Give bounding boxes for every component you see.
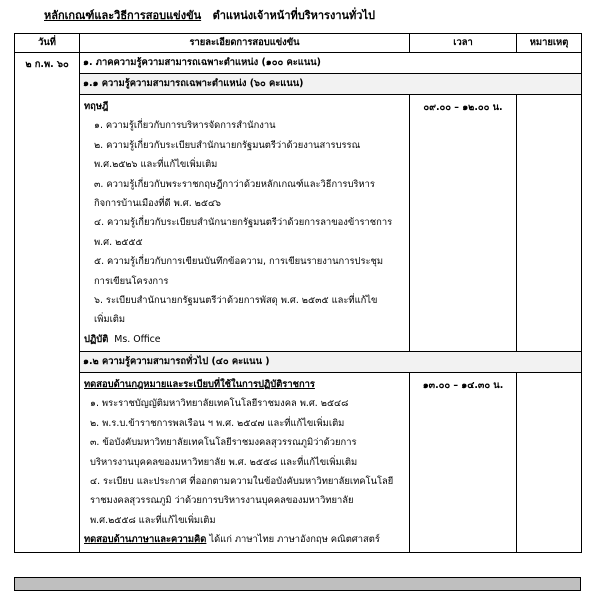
header-details: รายละเอียดการสอบแข่งขัน [80, 34, 410, 53]
theory-line: ๒. ความรู้เกี่ยวกับระเบียบสำนักนายกรัฐมนตรีว่าด้วยงานสารบรรณ [94, 139, 361, 151]
theory-line: ๓. ความรู้เกี่ยวกับพระราชกฤษฎีกาว่าด้วยหลักเกณฑ์และวิธีการบริหาร [94, 178, 375, 190]
section1-row [15, 53, 582, 74]
general-row [15, 373, 582, 553]
theory-line: พ.ศ. ๒๕๕๕ [94, 236, 143, 248]
general-details [80, 373, 410, 553]
theory-line: เพิ่มเติม [94, 314, 126, 326]
lang-value: ได้แก่ ภาษาไทย ภาษาอังกฤษ คณิตศาสตร์ [209, 534, 380, 546]
sub11-title: ๑.๑ ความรู้ความสามารถเฉพาะตำแหน่ง (๖๐ คะแนน) [80, 74, 582, 95]
sub12-title: ๑.๒ ความรู้ความสามารถทั่วไป (๔๐ คะแนน ) [80, 352, 582, 373]
header-row [15, 34, 582, 53]
practice-label: ปฏิบัติ [84, 333, 109, 345]
law-line: ๔. ระเบียบ และประกาศ ที่ออกตามความในข้อบังคับมหาวิทยาลัยเทคโนโลยี [90, 476, 394, 488]
theory-row [15, 95, 582, 352]
law-line: ๓. ข้อบังคับมหาวิทยาลัยเทคโนโลยีราชมงคลสุวรรณภูมิว่าด้วยการ [90, 437, 357, 449]
theory-line: การเขียนโครงการ [94, 275, 169, 287]
exam-date: ๒ ก.พ. ๖๐ [15, 53, 80, 553]
practice-line [84, 330, 406, 349]
theory-line: พ.ศ.๒๕๒๖ และที่แก้ไขเพิ่มเติม [94, 159, 218, 171]
law-line: ๑. พระราชบัญญัติมหาวิทยาลัยเทคโนโลยีราชมงคล พ.ศ. ๒๕๔๘ [90, 398, 349, 410]
header-remarks: หมายเหตุ [517, 34, 582, 53]
title-main: หลักเกณฑ์และวิธีการสอบแข่งขัน [44, 9, 202, 22]
time-slot-afternoon: ๑๓.๐๐ – ๑๔.๓๐ น. [410, 373, 517, 553]
lang-label: ทดสอบด้านภาษาและความคิด [84, 534, 207, 546]
section1-title: ๑. ภาคความรู้ความสามารถเฉพาะตำแหน่ง (๑๐๐ คะแนน) [80, 53, 582, 74]
title-position: ตำแหน่งเจ้าหน้าที่บริหารงานทั่วไป [212, 9, 375, 22]
remarks-cell [517, 373, 582, 553]
sub12-row [15, 352, 582, 373]
law-line: ราชมงคลสุวรรณภูมิ ว่าด้วยการบริหารงานบุคคลของมหาวิทยาลัย [90, 495, 354, 507]
page-title [44, 6, 375, 24]
time-slot-morning: ๐๙.๐๐ – ๑๒.๐๐ น. [410, 95, 517, 352]
theory-label: ทฤษฎี [84, 101, 109, 112]
table-footer-bar [14, 577, 581, 591]
practice-value: Ms. Office [114, 333, 161, 345]
theory-line: ๖. ระเบียบสำนักนายกรัฐมนตรีว่าด้วยการพัสดุ พ.ศ. ๒๕๓๕ และที่แก้ไข [94, 294, 378, 306]
header-time: เวลา [410, 34, 517, 53]
header-date: วันที่ [15, 34, 80, 53]
remarks-cell [517, 95, 582, 352]
law-label: ทดสอบด้านกฎหมายและระเบียบที่ใช้ในการปฏิบัติราชการ [84, 379, 315, 391]
law-line: ๒. พ.ร.บ.ข้าราชการพลเรือน ฯ พ.ศ. ๒๕๔๗ และที่แก้ไขเพิ่มเติม [90, 417, 345, 429]
theory-line: กิจการบ้านเมืองที่ดี พ.ศ. ๒๕๔๖ [94, 197, 222, 209]
sub11-row [15, 74, 582, 95]
law-line: บริหารงานบุคคลของมหาวิทยาลัย พ.ศ. ๒๕๕๘ และที่แก้ไขเพิ่มเติม [90, 456, 358, 468]
lang-line [84, 530, 406, 549]
theory-line: ๑. ความรู้เกี่ยวกับการบริหารจัดการสำนักงาน [94, 120, 276, 132]
theory-details [80, 95, 410, 352]
theory-line: ๕. ความรู้เกี่ยวกับการเขียนบันทึกข้อความ, การเขียนรายงานการประชุม [94, 256, 384, 268]
exam-schedule-table [14, 33, 582, 553]
law-line: พ.ศ.๒๕๕๘ และที่แก้ไขเพิ่มเติม [90, 514, 216, 526]
theory-line: ๔. ความรู้เกี่ยวกับระเบียบสำนักนายกรัฐมนตรีว่าด้วยการลาของข้าราชการ [94, 217, 393, 229]
